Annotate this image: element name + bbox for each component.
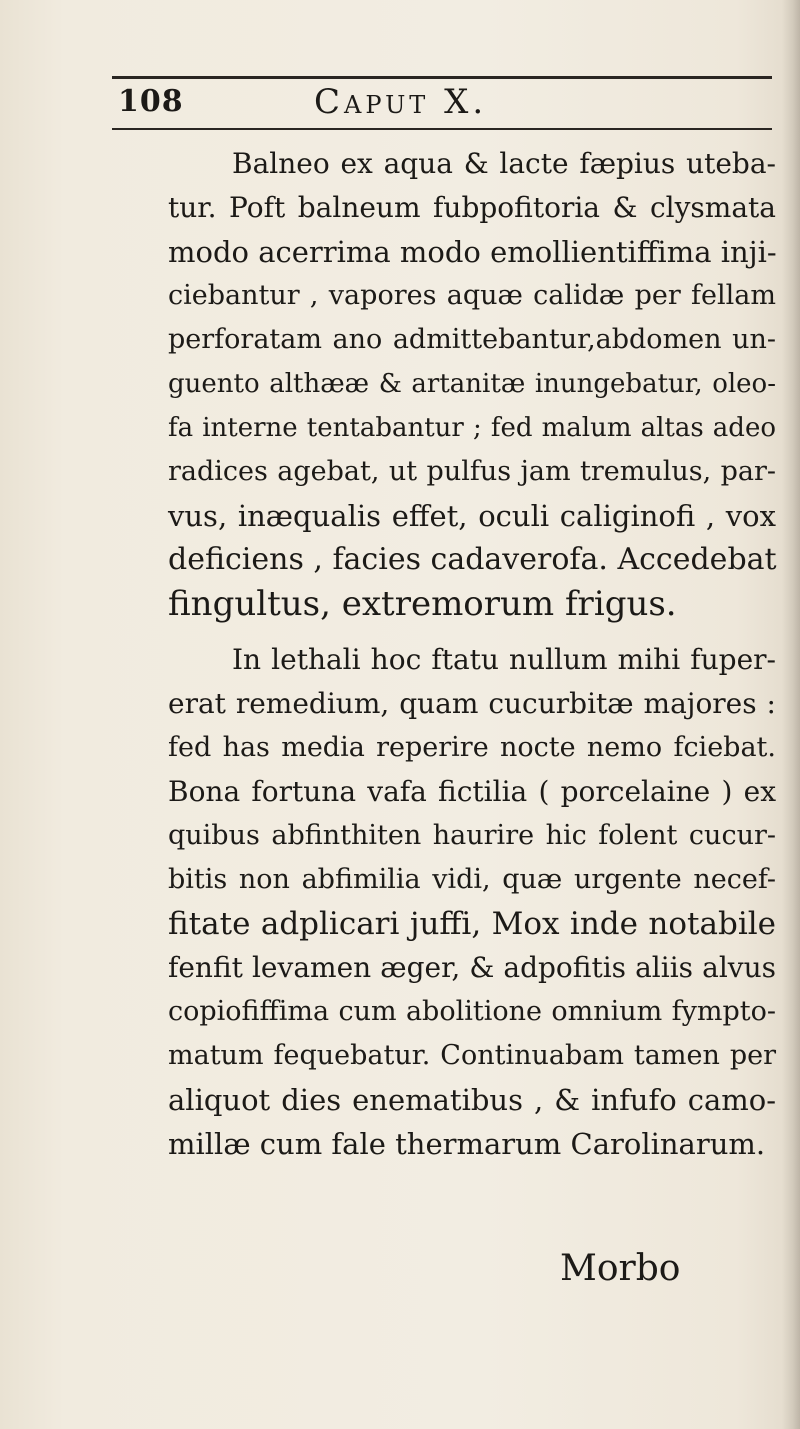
text-line: Bona fortuna vafa fictilia ( porcelaine ) ex [168, 775, 776, 808]
text-line: fenfit levamen æger, & adpofitis aliis alvus [168, 951, 776, 984]
page-edge-shadow [782, 0, 800, 1429]
text-line: aliquot dies enematibus , & infufo camo- [168, 1083, 776, 1117]
catchword: Morbo [560, 1248, 681, 1289]
text-line: fitate adplicari juffi, Mox inde notabile [168, 906, 776, 942]
text-line: fingultus, extremorum frigus. [168, 584, 677, 624]
text-line: vus, inæqualis effet, oculi caliginofi , vox [168, 499, 776, 533]
text-line: erat remedium, quam cucurbitæ majores : [168, 687, 776, 720]
text-line: modo acerrima modo emollientiffima inji- [168, 235, 777, 269]
text-line: bitis non abfimilia vidi, quæ urgente necef- [168, 864, 776, 895]
text-line: deficiens , facies cadaverofa. Accedebat [168, 542, 777, 577]
text-line: fed has media reperire nocte nemo fciebat. [168, 732, 776, 763]
text-line: millæ cum fale thermarum Carolinarum. [168, 1127, 766, 1161]
text-line: Balneo ex aqua & lacte fæpius uteba- [232, 147, 776, 180]
text-line: copiofiffima cum abolitione omnium fympto- [168, 996, 776, 1027]
text-line: tur. Poft balneum fubpofitoria & clysmata [168, 191, 776, 224]
running-head-title: Caput X. [314, 82, 488, 122]
text-line: guento althææ & artanitæ inungebatur, oleo- [168, 369, 776, 399]
page-number: 108 [118, 84, 184, 119]
text-line: quibus abfinthiten haurire hic folent cucur- [168, 820, 776, 851]
header-rule-top [112, 76, 772, 79]
text-line: In lethali hoc ftatu nullum mihi fuper- [232, 643, 776, 676]
text-line: radices agebat, ut pulfus jam tremulus, par- [168, 456, 776, 487]
text-line: fa interne tentabantur ; fed malum altas adeo [168, 413, 776, 443]
text-line: ciebantur , vapores aquæ calidæ per fellam [168, 280, 776, 311]
header-rule-bottom [112, 128, 772, 130]
text-line: perforatam ano admittebantur,abdomen un- [168, 324, 776, 355]
running-header [112, 82, 772, 126]
text-line: matum fequebatur. Continuabam tamen per [168, 1040, 776, 1071]
